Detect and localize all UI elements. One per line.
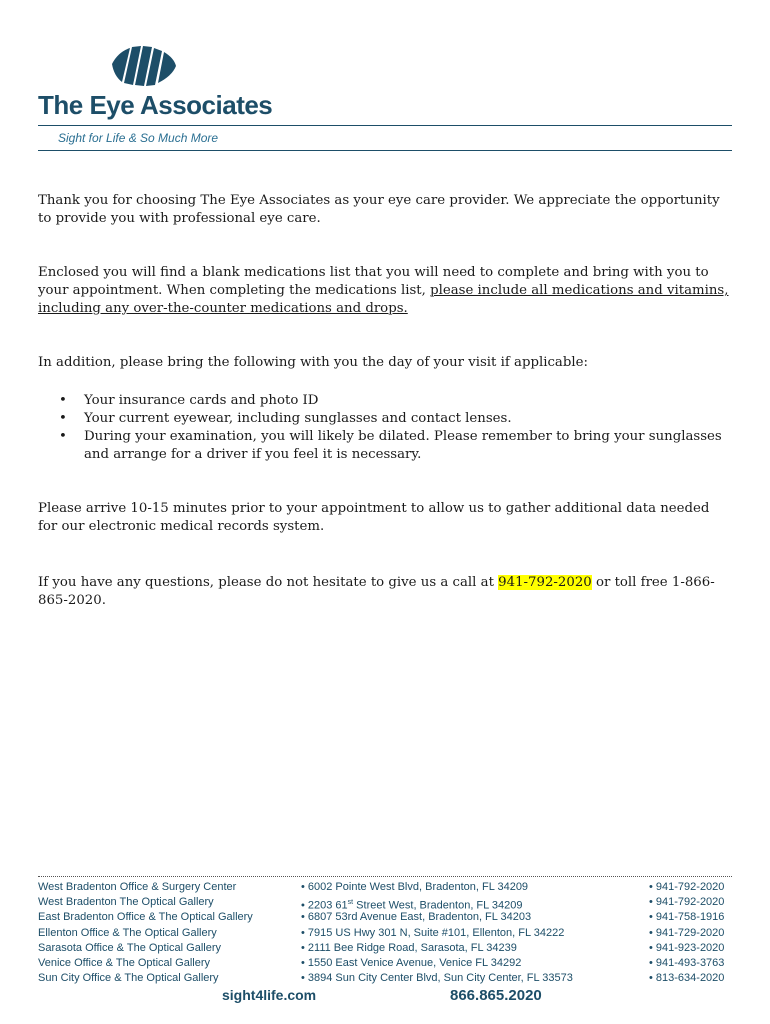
office-name: Sarasota Office & The Optical Gallery [38, 941, 222, 954]
list-item [38, 410, 732, 428]
medications-underlined-text: please include all medications and vitamins, including any over-the-counter medications and drops. [38, 283, 729, 316]
bullet-icon: • [59, 429, 67, 444]
office-address: • 6807 53rd Avenue East, Bradenton, FL 34203 [301, 911, 532, 924]
list-item-text: During your examination, you will likely be dilated. Please remember to bring your sunglasses and arrange for a driver if you feel it is necessary. [84, 429, 722, 462]
office-address-part: • 2203 61 [301, 899, 348, 912]
paragraph-arrival: Please arrive 10-15 minutes prior to your appointment to allow us to gather additional data needed for our electronic medical records system. [38, 501, 710, 534]
office-address: • 1550 East Venice Avenue, Venice FL 34292 [301, 956, 522, 969]
toll-free-number: 866.865.2020 [450, 987, 542, 1004]
bullet-icon: • [59, 393, 67, 408]
list-item-text: Your current eyewear, including sunglasses and contact lenses. [84, 411, 512, 426]
office-name: East Bradenton Office & The Optical Gallery [38, 911, 253, 924]
medications-text: Enclosed you will find a blank medications list that you will need to complete and bring with you to your appointment. When completing the medications list, [38, 265, 709, 298]
brand-tagline: Sight for Life & So Much More [58, 131, 219, 145]
footer-divider [38, 876, 732, 877]
office-name: West Bradenton The Optical Gallery [38, 896, 214, 909]
bullet-icon: • [59, 411, 67, 426]
office-row [38, 880, 732, 895]
list-item [38, 428, 732, 464]
list-item [38, 392, 732, 410]
questions-text: If you have any questions, please do not hesitate to give us a call at [38, 575, 499, 590]
header-top-rule [38, 125, 732, 126]
office-name: Sun City Office & The Optical Gallery [38, 972, 219, 985]
bring-items-list [38, 392, 732, 464]
office-name: West Bradenton Office & Surgery Center [38, 881, 237, 893]
paragraph-thank-you: Thank you for choosing The Eye Associates as your eye care provider. We appreciate the opportunity to provide you with professional eye care. [38, 193, 720, 226]
office-address: • 6002 Pointe West Blvd, Bradenton, FL 34209 [301, 881, 529, 893]
office-row [38, 941, 732, 956]
eye-logo-icon [108, 44, 180, 88]
paragraph-bring-items: In addition, please bring the following with you the day of your visit if applicable: [38, 355, 588, 370]
office-phone: • 941-758-1916 [649, 911, 725, 924]
office-phone: • 941-729-2020 [649, 926, 725, 939]
highlighted-phone: 941-792-2020 [498, 575, 592, 590]
ordinal-suffix: st [347, 899, 354, 907]
brand-name: The Eye Associates [38, 90, 273, 120]
office-row [38, 926, 732, 941]
office-phone: • 941-923-2020 [649, 941, 725, 954]
office-address: • 2111 Bee Ridge Road, Sarasota, FL 34239 [301, 941, 517, 954]
office-name: Venice Office & The Optical Gallery [38, 956, 211, 969]
office-address-part: Street West, Bradenton, FL 34209 [353, 899, 523, 912]
office-address: • 7915 US Hwy 301 N, Suite #101, Ellenton, FL 34222 [301, 926, 565, 939]
list-item-text: Your insurance cards and photo ID [84, 393, 319, 408]
header-bottom-rule [38, 150, 732, 151]
office-row [38, 895, 732, 910]
paragraph-medications [38, 264, 732, 318]
letter-body [38, 192, 732, 610]
office-phone: • 813-634-2020 [649, 972, 725, 985]
office-phone: • 941-493-3763 [649, 956, 725, 969]
website-link[interactable]: sight4life.com [222, 987, 317, 1003]
office-row [38, 910, 732, 925]
office-address: • 3894 Sun City Center Blvd, Sun City Center, FL 33573 [301, 972, 573, 985]
office-row [38, 971, 732, 986]
office-list [38, 880, 732, 986]
paragraph-questions [38, 574, 732, 610]
office-row [38, 956, 732, 971]
office-name: Ellenton Office & The Optical Gallery [38, 926, 217, 939]
office-phone: • 941-792-2020 [649, 896, 725, 909]
questions-text-end: or toll free 1-866-865-2020. [38, 575, 715, 608]
office-phone: • 941-792-2020 [649, 881, 725, 893]
